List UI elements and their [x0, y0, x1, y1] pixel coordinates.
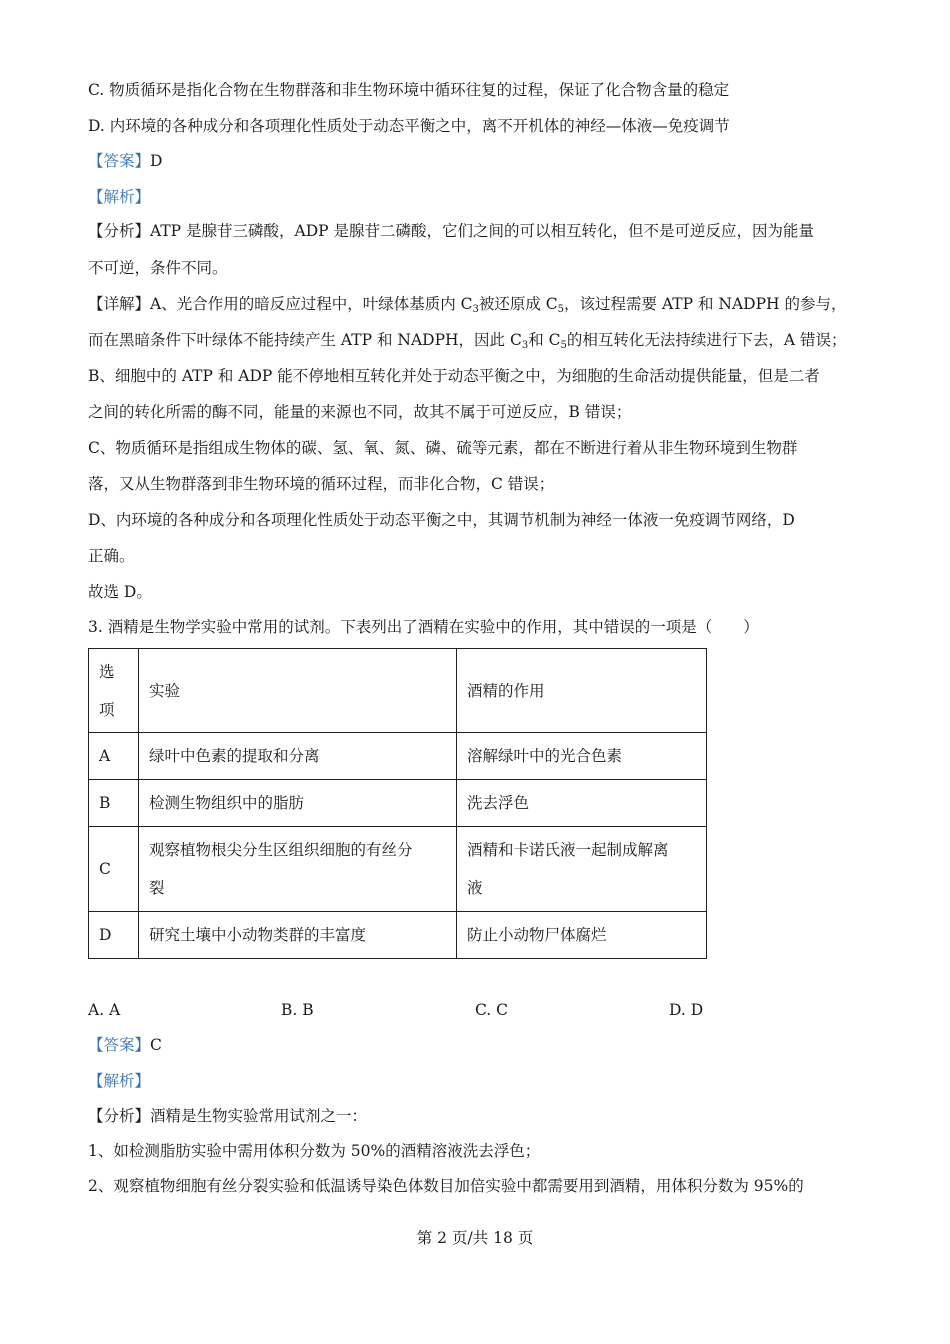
- header-text: 项: [99, 700, 115, 719]
- table-row: [89, 780, 707, 827]
- table-cell-role: [457, 827, 707, 912]
- detail-text: 之间的转化所需的酶不同，能量的来源也不同，故其不属于可逆反应，B 错误；: [88, 403, 632, 421]
- page-footer: 第 2 页/共 18 页: [416, 1229, 534, 1247]
- answer-tag: 【答案】: [88, 1036, 151, 1054]
- choice-b: B. B: [281, 1001, 314, 1019]
- analysis-text: 【分析】酒精是生物实验常用试剂之一：: [88, 1107, 368, 1125]
- table-header-cell: 酒精的作用: [457, 649, 707, 733]
- analysis-tag: 【解析】: [88, 1072, 151, 1090]
- table-row: [89, 733, 707, 780]
- choice-a: A. A: [88, 1001, 121, 1019]
- question-3-stem: 3. 酒精是生物学实验中常用的试剂。下表列出了酒精在实验中的作用，其中错误的一项是（ ）: [88, 618, 759, 636]
- detail-segment: 的相互转化无法持续进行下去，A 错误；: [566, 331, 847, 349]
- subscript: 3: [472, 304, 479, 315]
- header-text: 选: [99, 662, 115, 681]
- answer-value: D: [150, 152, 163, 170]
- table-header-cell: [89, 649, 139, 733]
- option-d-text: D. 内环境的各种成分和各项理化性质处于动态平衡之中，离不开机体的神经—体液—免疫调节: [88, 117, 730, 135]
- table-cell-role: 防止小动物尸体腐烂: [457, 912, 707, 959]
- detail-text: [88, 330, 846, 350]
- detail-segment: ，该过程需要 ATP 和 NADPH 的参与，: [564, 295, 847, 313]
- detail-segment: 被还原成 C: [478, 295, 558, 313]
- analysis-tag-q2: [88, 187, 150, 207]
- table-cell-experiment: 研究土壤中小动物类群的丰富度: [139, 912, 457, 959]
- table-cell-option: D: [89, 912, 139, 959]
- cell-text: 裂: [149, 879, 165, 897]
- answer-value: C: [150, 1036, 162, 1054]
- table-cell-role: 溶解绿叶中的光合色素: [457, 733, 707, 780]
- analysis-item: 2、观察植物细胞有丝分裂实验和低温诱导染色体数目加倍实验中都需要用到酒精，用体积分数为 95%的: [88, 1177, 804, 1195]
- analysis-text: 【分析】ATP 是腺苷三磷酸，ADP 是腺苷二磷酸，它们之间的可以相互转化，但不是可逆反应，因为能量: [88, 222, 815, 240]
- table-header-row: [89, 649, 707, 733]
- detail-segment: 而在黑暗条件下叶绿体不能持续产生 ATP 和 NADPH，因此 C: [88, 331, 522, 349]
- choice-c: C. C: [475, 1001, 509, 1019]
- analysis-tag-q3: [88, 1071, 150, 1091]
- detail-text: B、细胞中的 ATP 和 ADP 能不停地相互转化并处于动态平衡之中，为细胞的生命活动提供能量，但是二者: [88, 367, 820, 385]
- answer-line-q3: [88, 1035, 162, 1055]
- detail-text: [88, 294, 846, 314]
- table-cell-role: 洗去浮色: [457, 780, 707, 827]
- answer-tag: 【答案】: [88, 152, 151, 170]
- analysis-item: 1、如检测脂肪实验中需用体积分数为 50%的酒精溶液洗去浮色；: [88, 1142, 541, 1160]
- table-cell-option: B: [89, 780, 139, 827]
- detail-text: 落，又从生物群落到非生物环境的循环过程，而非化合物，C 错误；: [88, 475, 555, 493]
- table-cell-experiment: [139, 827, 457, 912]
- cell-text: 液: [467, 879, 483, 897]
- question-table: [88, 648, 707, 959]
- table-row: [89, 827, 707, 912]
- choice-d: D. D: [669, 1001, 704, 1019]
- detail-segment: 【详解】A、光合作用的暗反应过程中，叶绿体基质内 C: [88, 295, 473, 313]
- table-cell-experiment: 检测生物组织中的脂肪: [139, 780, 457, 827]
- detail-text: 正确。: [88, 547, 135, 565]
- conclusion-text: 故选 D。: [88, 583, 152, 601]
- table-cell-option: A: [89, 733, 139, 780]
- table-header-cell: 实验: [139, 649, 457, 733]
- answer-line-q2: [88, 151, 162, 171]
- option-c-text: C. 物质循环是指化合物在生物群落和非生物环境中循环往复的过程，保证了化合物含量的稳定: [88, 81, 730, 99]
- detail-text: C、物质循环是指组成生物体的碳、氢、氧、氮、磷、硫等元素，都在不断进行着从非生物环境到生物群: [88, 439, 798, 457]
- analysis-tag: 【解析】: [88, 188, 151, 206]
- detail-text: D、内环境的各种成分和各项理化性质处于动态平衡之中，其调节机制为神经一体液一免疫调节网络，D: [88, 511, 795, 529]
- table-row: [89, 912, 707, 959]
- cell-text: 观察植物根尖分生区组织细胞的有丝分: [149, 841, 413, 859]
- subscript: 3: [521, 340, 529, 351]
- table-cell-option: C: [89, 827, 139, 912]
- table-cell-experiment: 绿叶中色素的提取和分离: [139, 733, 457, 780]
- cell-text: 酒精和卡诺氏液一起制成解离: [467, 841, 669, 859]
- analysis-text: 不可逆，条件不同。: [88, 259, 228, 277]
- detail-segment: 和 C: [528, 331, 561, 349]
- subscript: 5: [557, 304, 565, 315]
- subscript: 5: [560, 340, 567, 351]
